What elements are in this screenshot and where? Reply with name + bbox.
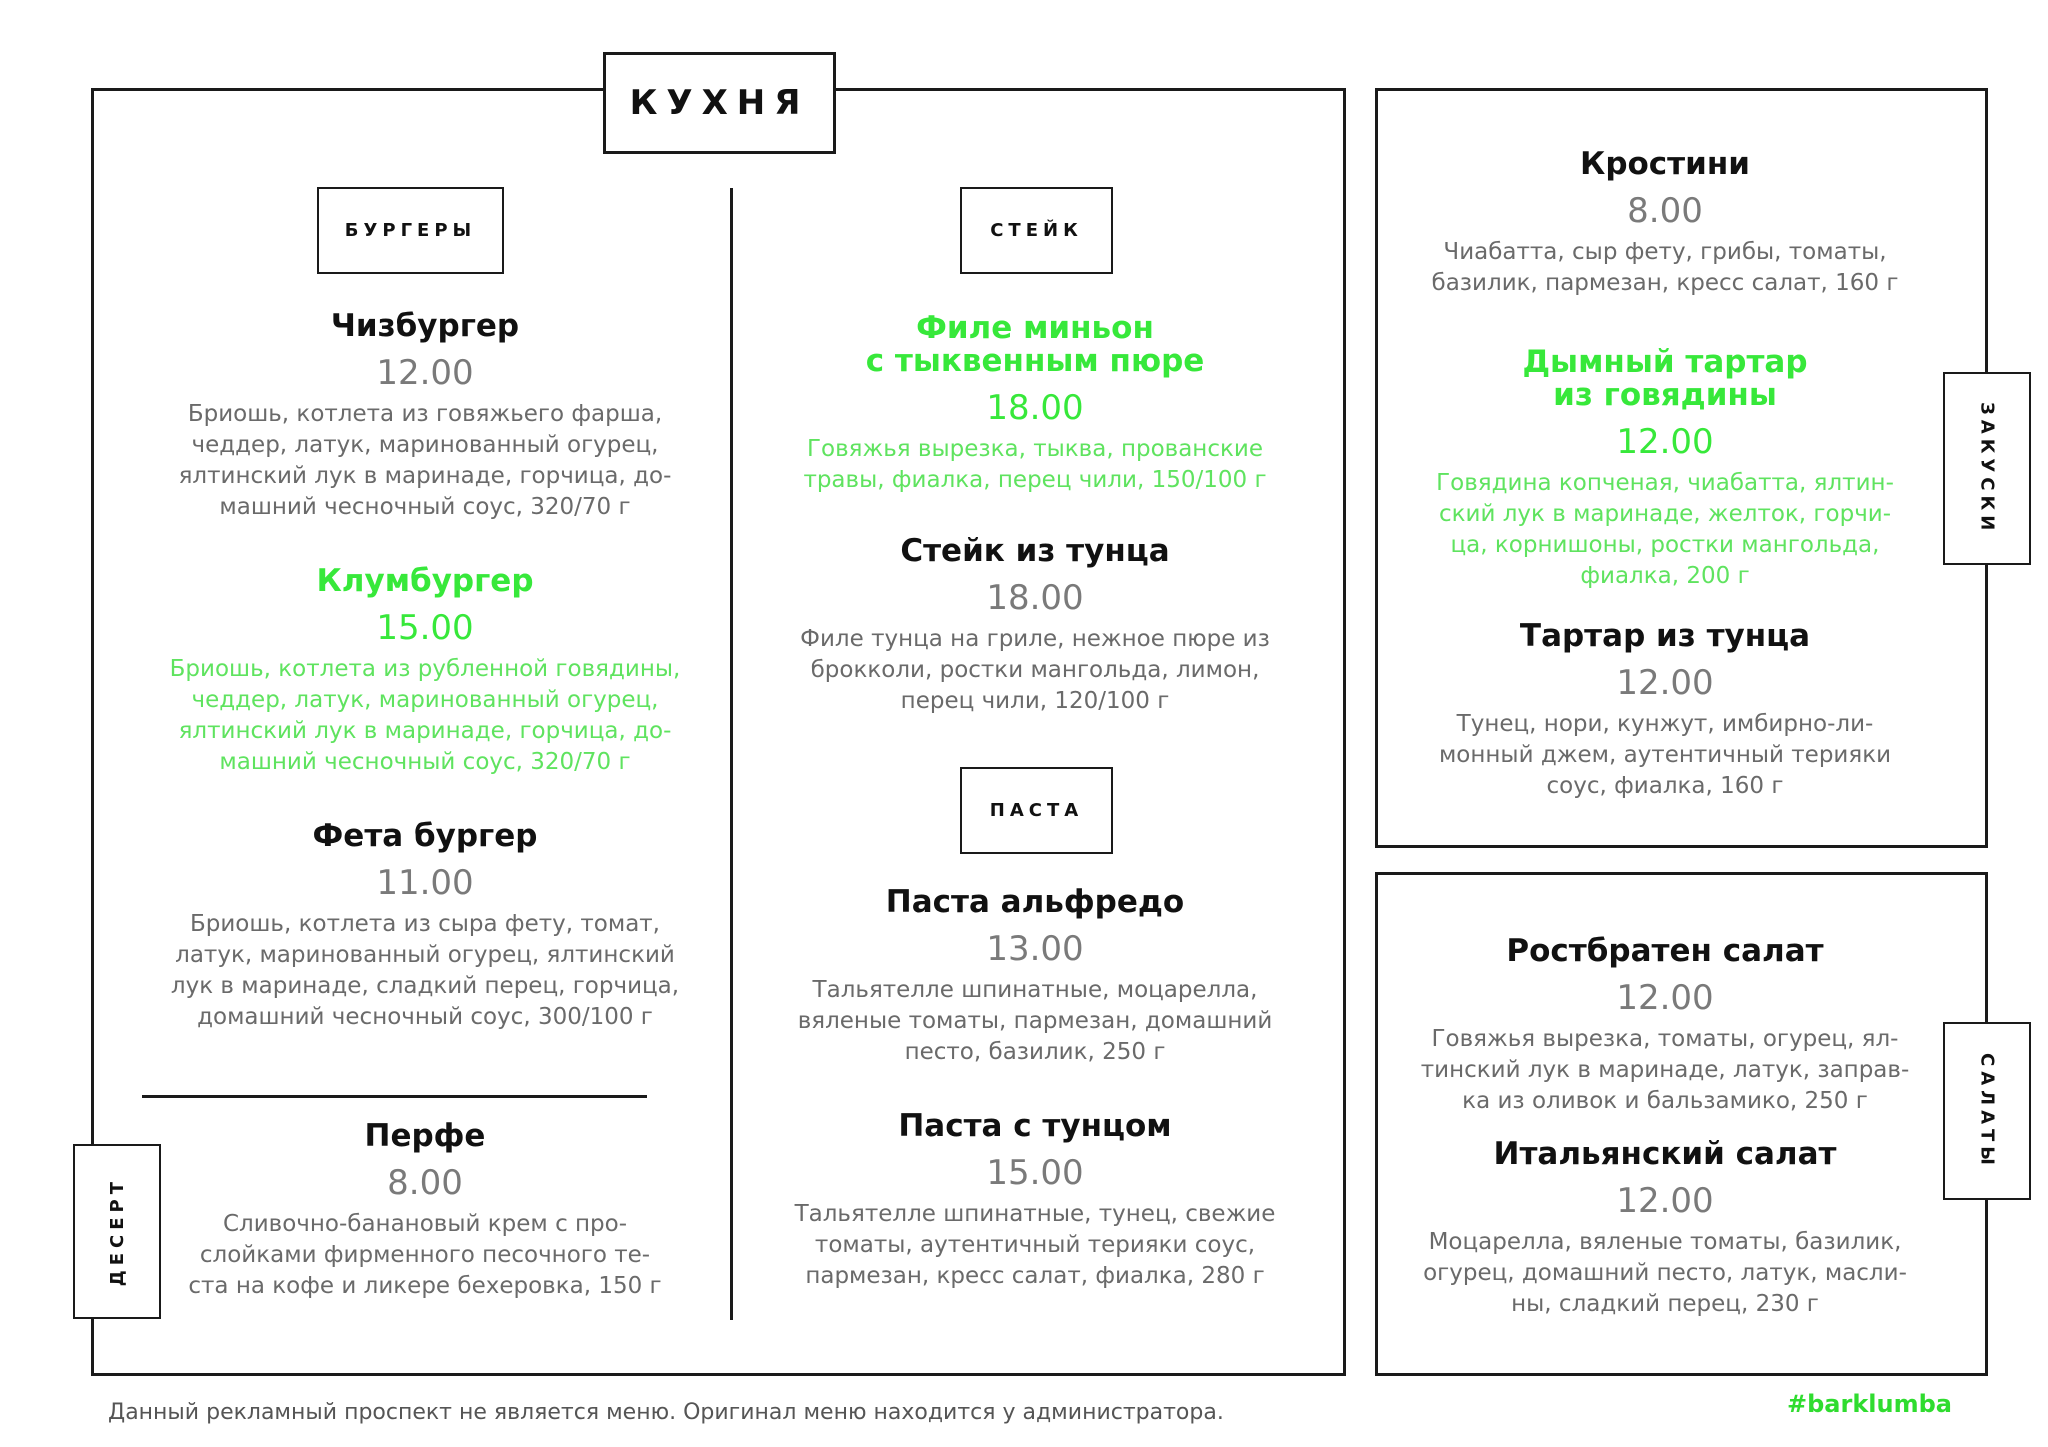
item-price: 15.00	[376, 608, 474, 648]
item-price: 13.00	[986, 929, 1084, 969]
item-description: Сливочно-банановый крем с про- слойками фирменного песочного те- ста на кофе и ликере бехеровка, 150 г	[188, 1211, 662, 1299]
item-description: Тальятелле шпинатные, тунец, свежие томаты, аутентичный терияки соус, пармезан, кресс салат, фиалка, 280 г	[794, 1201, 1276, 1289]
item-price: 11.00	[376, 863, 474, 903]
section-snacks-text: ЗАКУСКИ	[1976, 401, 1998, 536]
menu-item-crostini	[1410, 148, 1920, 299]
item-name: Филе миньон с тыквенным пюре	[865, 310, 1205, 379]
item-price: 8.00	[387, 1163, 463, 1203]
section-salads-text: САЛАТЫ	[1976, 1052, 1998, 1170]
item-name: Паста альфредо	[885, 884, 1185, 920]
section-pasta-label: ПАСТА	[960, 767, 1113, 854]
item-price: 12.00	[376, 353, 474, 393]
item-name: Стейк из тунца	[900, 533, 1170, 569]
item-name: Чизбургер	[330, 308, 520, 344]
section-salads-label	[1943, 1022, 2031, 1200]
item-price: 12.00	[1616, 422, 1714, 462]
item-name: Перфе	[364, 1118, 486, 1154]
column-divider	[730, 188, 733, 1320]
item-name: Ростбратен салат	[1506, 933, 1824, 969]
menu-item-tuna-steak	[775, 535, 1295, 717]
item-description: Тунец, нори, кунжут, имбирно-ли- монный джем, аутентичный терияки соус, фиалка, 160 г	[1438, 711, 1892, 799]
item-description: Филе тунца на гриле, нежное пюре из брокколи, ростки мангольда, лимон, перец чили, 120/100 г	[800, 626, 1270, 714]
item-name: Итальянский салат	[1493, 1136, 1837, 1172]
item-description: Бриошь, котлета из говяжьего фарша, чеддер, латук, маринованный огурец, ялтинский лук в маринаде, горчица, до- машний чесночный соус, 320/70 г	[178, 401, 672, 520]
menu-item-klumburger	[140, 565, 710, 778]
dessert-separator	[142, 1095, 647, 1098]
menu-item-rostbraten-salad	[1410, 935, 1920, 1117]
item-description: Говяжья вырезка, тыква, прованские травы, фиалка, перец чили, 150/100 г	[803, 436, 1267, 493]
item-price: 12.00	[1616, 663, 1714, 703]
item-description: Говяжья вырезка, томаты, огурец, ял- тинский лук в маринаде, латук, заправ- ка из оливок и бальзамико, 250 г	[1420, 1026, 1910, 1114]
footer-hashtag[interactable]: #barklumba	[1787, 1390, 1952, 1418]
item-description: Бриошь, котлета из сыра фету, томат, латук, маринованный огурец, ялтинский лук в маринаде, сладкий перец, горчица, домашний чесночный соус, 300/100 г	[170, 911, 680, 1030]
menu-item-smoked-beef-tartare	[1410, 346, 1920, 592]
item-price: 18.00	[986, 578, 1084, 618]
section-snacks-label	[1943, 372, 2031, 565]
kitchen-title: КУХНЯ	[603, 52, 836, 154]
item-price: 12.00	[1616, 1181, 1714, 1221]
item-name: Тартар из тунца	[1519, 618, 1811, 654]
section-steak-label: СТЕЙК	[960, 187, 1113, 274]
footer-disclaimer: Данный рекламный проспект не является меню. Оригинал меню находится у администратора.	[108, 1400, 1224, 1425]
item-description: Бриошь, котлета из рубленной говядины, чеддер, латук, маринованный огурец, ялтинский лук в маринаде, горчица, до- машний чесночный соус, 320/70 г	[169, 656, 681, 775]
item-price: 18.00	[986, 388, 1084, 428]
item-description: Моцарелла, вяленые томаты, базилик, огурец, домашний песто, латук, масли- ны, сладкий перец, 230 г	[1423, 1229, 1907, 1317]
menu-item-cheeseburger	[140, 310, 710, 523]
menu-item-filet-mignon	[775, 312, 1295, 496]
menu-item-pasta-tuna	[775, 1110, 1295, 1292]
menu-item-italian-salad	[1410, 1138, 1920, 1320]
menu-item-feta-burger	[140, 820, 710, 1033]
item-price: 12.00	[1616, 978, 1714, 1018]
item-price: 15.00	[986, 1153, 1084, 1193]
section-burgers-label: БУРГЕРЫ	[317, 187, 504, 274]
item-name: Фета бургер	[312, 818, 538, 854]
menu-item-parfait	[140, 1120, 710, 1302]
menu-item-pasta-alfredo	[775, 886, 1295, 1068]
item-name: Паста с тунцом	[898, 1108, 1172, 1144]
item-name: Кростини	[1579, 146, 1751, 182]
item-name: Дымный тартар из говядины	[1522, 344, 1808, 413]
item-price: 8.00	[1627, 191, 1703, 231]
item-description: Тальятелле шпинатные, моцарелла, вяленые томаты, пармезан, домашний песто, базилик, 250 г	[797, 977, 1273, 1065]
item-description: Чиабатта, сыр фету, грибы, томаты, базилик, пармезан, кресс салат, 160 г	[1431, 239, 1899, 296]
item-name: Клумбургер	[316, 563, 534, 599]
section-dessert-text: ДЕСЕРТ	[106, 1176, 128, 1287]
menu-item-tuna-tartare	[1410, 620, 1920, 802]
item-description: Говядина копченая, чиабатта, ялтин- ский лук в маринаде, желток, горчи- ца, корнишоны, ростки мангольда, фиалка, 200 г	[1436, 470, 1894, 589]
